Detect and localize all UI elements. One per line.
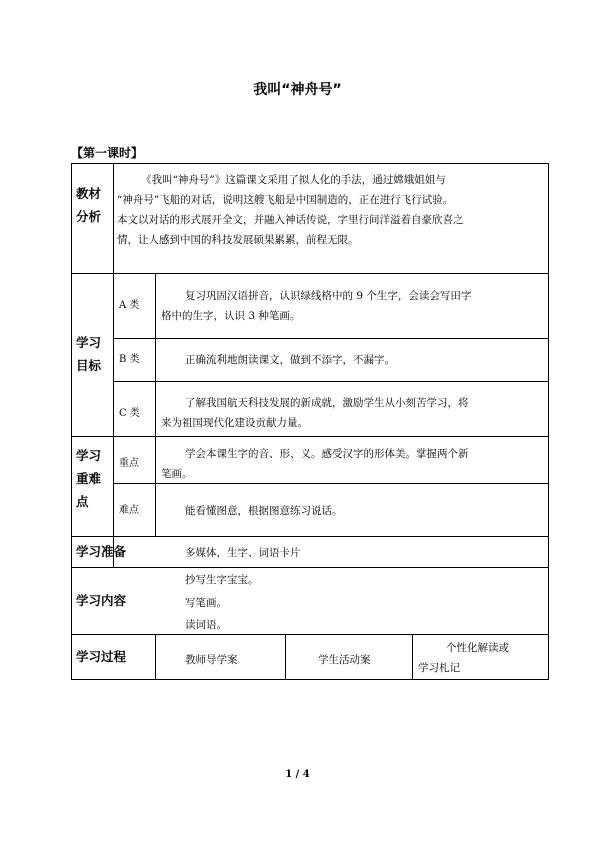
table-border xyxy=(71,634,549,635)
table-border xyxy=(113,381,549,382)
goal-c-text-line: 了解我国航天科技发展的新成就，激励学生从小刻苦学习，将 xyxy=(185,397,469,409)
goals-label-line: 学习 xyxy=(76,335,102,350)
content-text-line: 抄写生字宝宝。 xyxy=(185,574,259,586)
table-border xyxy=(285,634,286,680)
process-column-student: 学生活动案 xyxy=(318,654,371,666)
key-point-category: 重点 xyxy=(119,458,139,469)
difficulty-category: 难点 xyxy=(119,505,139,516)
preparation-text: 多媒体，生字、词语卡片 xyxy=(185,547,301,559)
table-border xyxy=(71,163,72,680)
table-border xyxy=(71,163,549,164)
goals-label xyxy=(76,331,101,377)
content-text-line: 读词语。 xyxy=(185,619,227,631)
key-points-label xyxy=(76,444,101,513)
goal-category-c: C 类 xyxy=(119,408,140,419)
key-points-label-line: 学习 xyxy=(76,448,102,463)
goal-b-text-line: 正确流利地朗读课文，做到不添字，不漏字。 xyxy=(185,354,395,366)
analysis-label-line: 分析 xyxy=(76,209,102,224)
key-points-label-line: 点 xyxy=(76,494,89,509)
table-border xyxy=(412,634,413,680)
table-border xyxy=(71,679,549,680)
table-border xyxy=(71,567,549,568)
table-border xyxy=(113,163,114,567)
key-points-label-line: 重难 xyxy=(76,471,102,486)
process-column-notes-line: 个性化解读或 xyxy=(446,642,509,654)
difficulty-text-line: 能看懂图意，根据图意练习说话。 xyxy=(185,505,343,517)
table-border xyxy=(71,536,549,537)
goals-label-line: 目标 xyxy=(76,358,102,373)
process-column-notes-line: 学习札记 xyxy=(418,662,460,674)
content-text-line: 写笔画。 xyxy=(185,597,227,609)
table-border xyxy=(155,273,156,536)
goal-category-a: A 类 xyxy=(119,300,140,311)
goal-category-b: B 类 xyxy=(119,354,140,365)
process-label: 学习过程 xyxy=(76,649,127,664)
analysis-text-line: 本文以对话的形式展开全文，并融入神话传说，字里行间洋溢着自豪欣喜之 xyxy=(117,214,464,226)
analysis-label xyxy=(76,182,101,228)
process-column-teacher: 教师导学案 xyxy=(185,654,238,666)
analysis-text-line: 《我叫“神舟号”》这篇课文采用了拟人化的手法，通过嫦娥姐姐与 xyxy=(141,174,446,186)
content-label: 学习内容 xyxy=(76,593,127,608)
analysis-label-line: 教材 xyxy=(76,186,102,201)
table-border xyxy=(113,338,549,339)
page-title: 我叫“神舟号” xyxy=(253,82,342,98)
key-point-text-line: 学会本课生字的音、形、义。感受汉字的形体美。掌握两个新 xyxy=(185,448,469,460)
goal-c-text-line: 来为祖国现代化建设贡献力量。 xyxy=(161,417,308,429)
analysis-text-line: 情，让人感到中国的科技发展硕果累累，前程无限。 xyxy=(117,234,359,246)
preparation-label: 学习准备 xyxy=(76,544,127,559)
table-border xyxy=(155,634,156,680)
section-heading: 【第一课时】 xyxy=(71,146,144,160)
analysis-text-line: “神舟号”飞船的对话，说明这艘飞船是中国制造的，正在进行飞行试验。 xyxy=(117,194,454,206)
goal-a-text-line: 格中的生字，认识 3 种笔画。 xyxy=(161,310,301,322)
goal-a-text-line: 复习巩固汉语拼音，认识绿线格中的 9 个生字，会读会写田字 xyxy=(185,290,472,302)
key-point-text-line: 笔画。 xyxy=(161,468,193,480)
table-border xyxy=(71,436,549,437)
table-border xyxy=(548,163,549,680)
table-border xyxy=(71,273,549,274)
page-number: 1 / 4 xyxy=(285,769,310,780)
